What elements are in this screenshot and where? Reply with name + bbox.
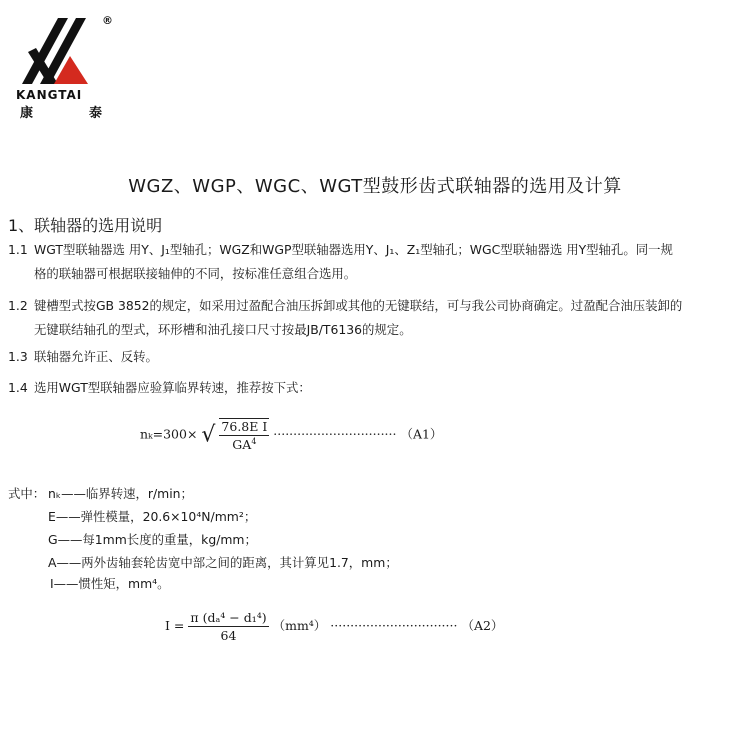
formula-a2: I = $\frac{\text{π (dₐ⁴ − d₁⁴)}}{64}$ （mm⁴） ································ （A2）	[165, 610, 504, 643]
definitions-lead: 式中：	[8, 486, 46, 501]
formula-a1: nₖ=300× √ $\frac{\text{76.8E I}}{GA^4}$ ······························· （A1）	[140, 419, 443, 453]
definition-row: A——两外齿轴套轮齿宽中部之间的距离，其计算见1.7，mm；	[48, 555, 398, 570]
sqrt-icon: √	[201, 422, 216, 448]
brand-name: KANGTAI	[16, 88, 83, 102]
definition-row: nₖ——临界转速，r/min；	[48, 486, 193, 501]
definition-row: G——每1mm长度的重量，kg/mm；	[48, 532, 257, 547]
definition-row: E——弹性模量，20.6×10⁴N/mm²；	[48, 509, 257, 524]
brand-name-cn: 康 泰	[20, 106, 102, 121]
page-title: WGZ、WGP、WGC、WGT型鼓形齿式联轴器的选用及计算	[128, 176, 622, 197]
paragraph-1-3: 1.3 联轴器允许正、反转。	[8, 349, 158, 364]
kangtai-logo-mark-icon	[18, 12, 102, 88]
registered-mark: ®	[102, 14, 113, 27]
paragraph-1-2: 1.2 键槽型式按GB 3852的规定，如采用过盈配合油压拆卸或其他的无键联结，可与我公司协商确定。过盈配合油压装卸的 无键联结轴孔的型式，环形槽和油孔接口尺寸按最JB/T6136的规定。	[8, 298, 683, 337]
paragraph-1-4: 1.4 选用WGT型联轴器应验算临界转速，推荐按下式：	[8, 380, 311, 395]
paragraph-1-1: 1.1 WGT型联轴器选 用Y、J₁型轴孔；WGZ和WGP型联轴器选用Y、J₁、Z₁型轴孔；WGC型联轴器选 用Y型轴孔。同一规 格的联轴器可根据联接轴伸的不同，按标准任意组合选用。	[8, 242, 673, 281]
section-heading: 1、联轴器的选用说明	[8, 216, 163, 235]
kangtai-logo	[14, 8, 113, 121]
definition-row: I——惯性矩，mm⁴。	[50, 576, 170, 591]
